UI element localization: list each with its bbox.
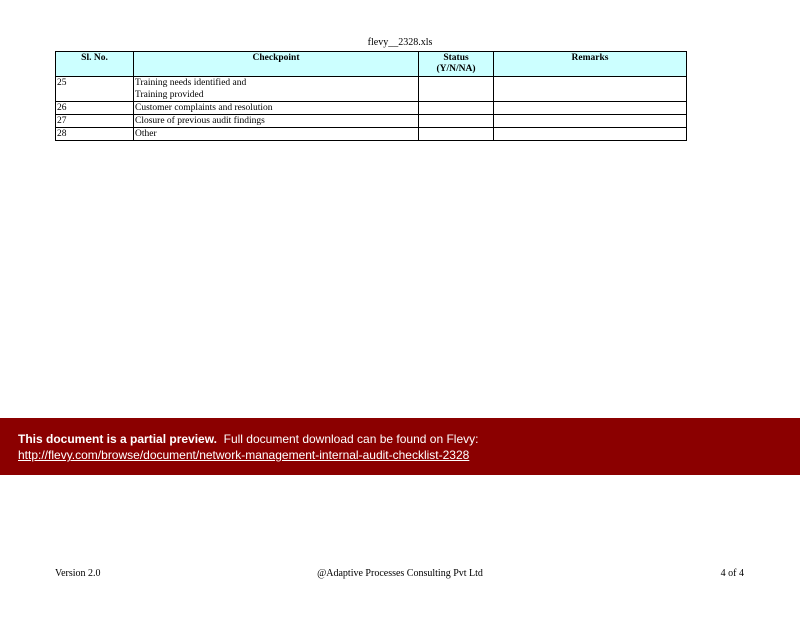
checklist-table — [55, 51, 687, 141]
table-header-row — [56, 52, 687, 77]
cell-checkpoint — [134, 77, 419, 102]
table-row — [56, 77, 687, 102]
cell-remarks — [494, 115, 687, 128]
footer-company: @Adaptive Processes Consulting Pvt Ltd — [317, 568, 483, 579]
banner-text: Full document download can be found on Flevy: — [223, 432, 479, 446]
preview-banner — [0, 418, 800, 475]
checkpoint-line: Training needs identified and — [135, 78, 247, 88]
header-status: Status (Y/N/NA) — [419, 52, 494, 77]
footer-version: Version 2.0 — [55, 568, 101, 579]
cell-no: 28 — [56, 128, 134, 141]
cell-remarks — [494, 77, 687, 102]
cell-no: 25 — [56, 77, 134, 102]
cell-checkpoint: Closure of previous audit findings — [134, 115, 419, 128]
checkpoint-line: Training provided — [135, 90, 204, 100]
cell-no: 26 — [56, 102, 134, 115]
banner-bold-text: This document is a partial preview. — [18, 432, 217, 446]
cell-no: 27 — [56, 115, 134, 128]
flevy-document-link[interactable]: http://flevy.com/browse/document/network-management-internal-audit-checklist-2328 — [18, 448, 470, 462]
table-row — [56, 115, 687, 128]
header-sl-no: Sl. No. — [56, 52, 134, 77]
table-row — [56, 128, 687, 141]
cell-remarks — [494, 102, 687, 115]
cell-status — [419, 115, 494, 128]
cell-remarks — [494, 128, 687, 141]
cell-checkpoint: Customer complaints and resolution — [134, 102, 419, 115]
banner-message — [18, 432, 478, 446]
file-name-header: flevy__2328.xls — [367, 37, 433, 48]
cell-checkpoint: Other — [134, 128, 419, 141]
cell-status — [419, 102, 494, 115]
cell-status — [419, 128, 494, 141]
header-checkpoint: Checkpoint — [134, 52, 419, 77]
header-remarks: Remarks — [494, 52, 687, 77]
footer-page-number: 4 of 4 — [720, 568, 744, 579]
table-row — [56, 102, 687, 115]
cell-status — [419, 77, 494, 102]
